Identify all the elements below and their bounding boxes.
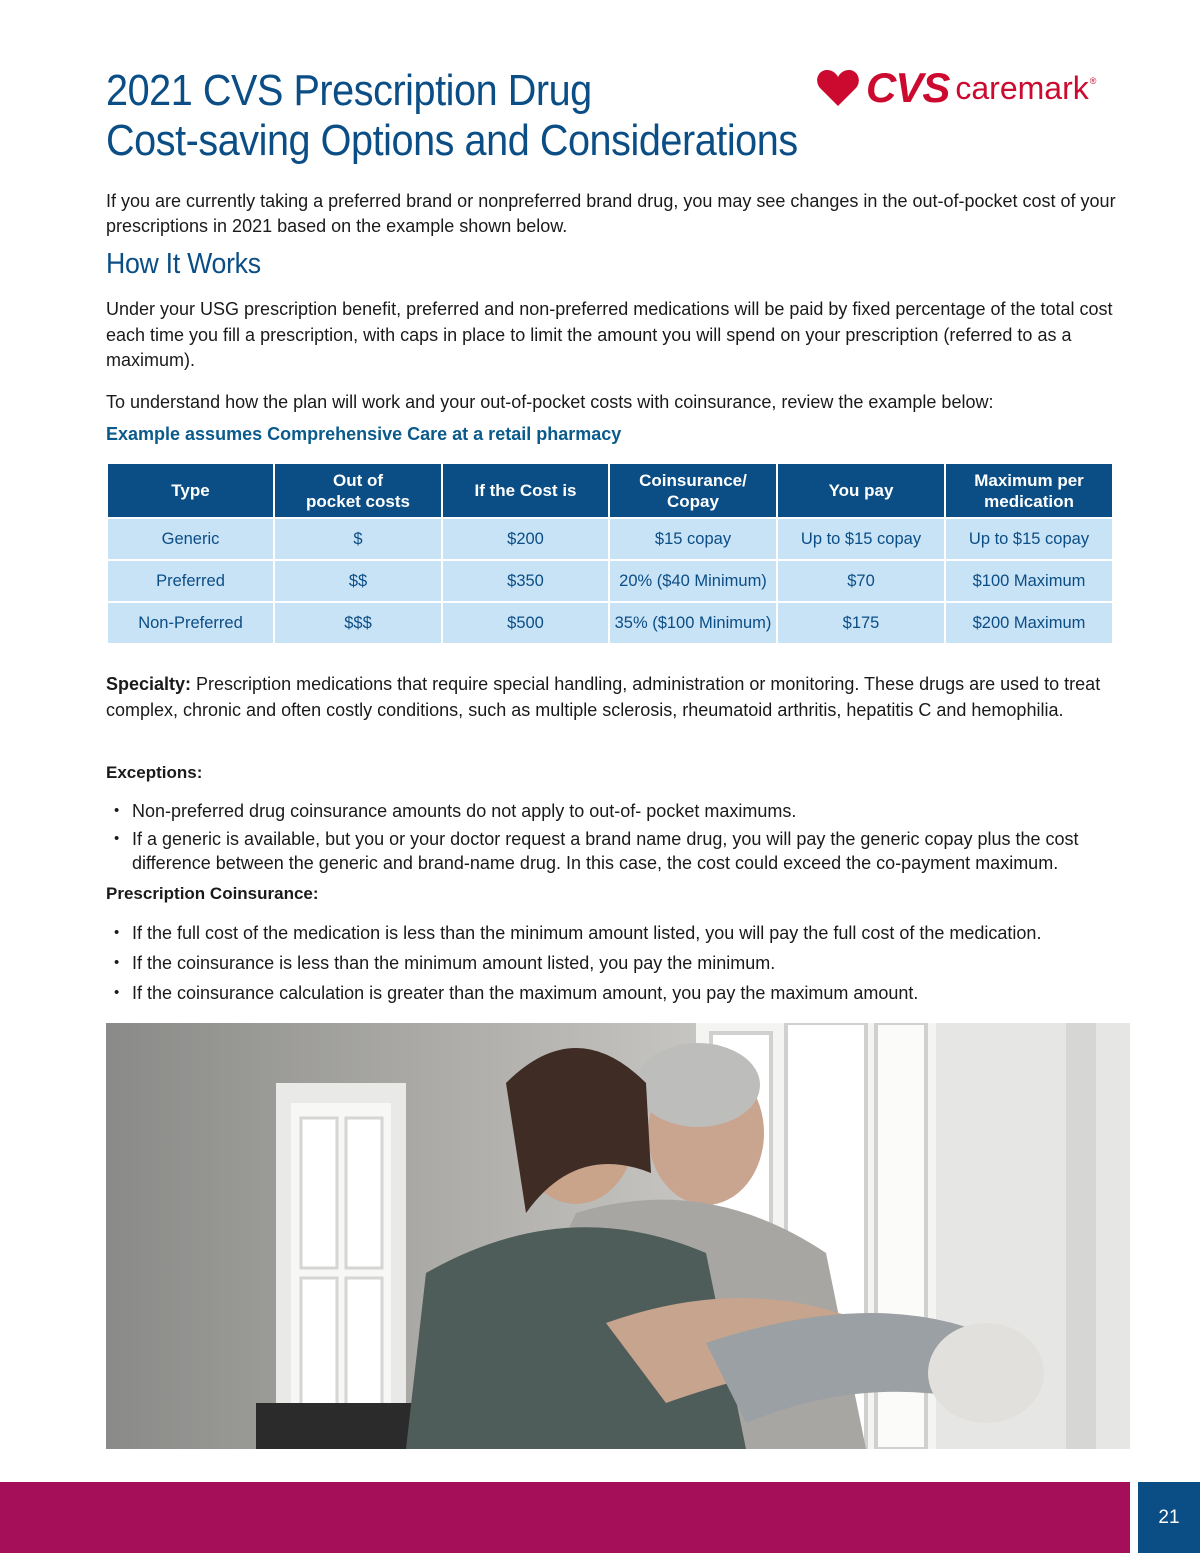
table-cell: Up to $15 copay xyxy=(945,518,1113,560)
prescription-coinsurance-heading: Prescription Coinsurance: xyxy=(106,884,319,903)
page-title-line-2: Cost-saving Options and Considerations xyxy=(106,116,798,165)
table-header: You pay xyxy=(777,463,945,518)
table-row xyxy=(107,602,1113,644)
prescription-coinsurance-list xyxy=(106,921,1126,1011)
exceptions-heading: Exceptions: xyxy=(106,763,203,782)
list-item: • If the coinsurance is less than the minimum amount listed, you pay the minimum. xyxy=(106,951,1126,975)
heart-icon xyxy=(816,69,860,107)
list-item: • If the coinsurance calculation is greater than the maximum amount, you pay the maximum amount. xyxy=(106,981,1126,1005)
example-label: Example assumes Comprehensive Care at a retail pharmacy xyxy=(106,424,622,444)
table-header: Out of pocket costs xyxy=(274,463,442,518)
couple-photo xyxy=(106,1023,1130,1449)
intro-paragraph: If you are currently taking a preferred brand or nonpreferred brand drug, you may see changes in the out-of-pocket cost of your prescriptions in 2021 based on the example shown below. xyxy=(106,191,1116,236)
table-row xyxy=(107,560,1113,602)
couple-photo-illustration xyxy=(106,1023,1130,1449)
list-item: • If the full cost of the medication is less than the minimum amount listed, you will pay the full cost of the medication. xyxy=(106,921,1126,945)
table-cell: $$ xyxy=(274,560,442,602)
logo-registered-mark: ® xyxy=(1089,76,1097,86)
table-cell: Generic xyxy=(107,518,274,560)
table-cell: Non-Preferred xyxy=(107,602,274,644)
table-header-row xyxy=(107,463,1113,518)
table-cell: $175 xyxy=(777,602,945,644)
table-cell: 20% ($40 Minimum) xyxy=(609,560,777,602)
table-cell: Up to $15 copay xyxy=(777,518,945,560)
specialty-label: Specialty: xyxy=(106,674,192,694)
specialty-text: Prescription medications that require special handling, administration or monitoring. These drugs are used to treat complex, chronic and often costly conditions, such as multiple sclerosis, rheumatoid arthritis, hepatitis C and hemophilia. xyxy=(106,674,1101,720)
table-cell: $200 Maximum xyxy=(945,602,1113,644)
table-header: Maximum per medication xyxy=(945,463,1113,518)
logo-cvs-text: CVS xyxy=(866,64,950,111)
table-row xyxy=(107,518,1113,560)
specialty-paragraph xyxy=(106,672,1106,723)
table-cell: $70 xyxy=(777,560,945,602)
table-header: Coinsurance/ Copay xyxy=(609,463,777,518)
table-cell: Preferred xyxy=(107,560,274,602)
how-it-works-paragraph: Under your USG prescription benefit, preferred and non-preferred medications will be paid by fixed percentage of the total cost each time you fill a prescription, with caps in place to limit the amount you will spend on your prescription (referred to as a maximum). xyxy=(106,299,1113,370)
cost-table xyxy=(106,462,1114,645)
page-number: 21 xyxy=(1138,1482,1200,1553)
list-item: • Non-preferred drug coinsurance amounts do not apply to out-of- pocket maximums. xyxy=(106,799,1126,823)
table-cell: $500 xyxy=(442,602,609,644)
table-cell: $15 copay xyxy=(609,518,777,560)
footer-bar xyxy=(0,1482,1130,1553)
review-example-paragraph: To understand how the plan will work and your out-of-pocket costs with coinsurance, review the example below: xyxy=(106,392,994,412)
cvs-caremark-logo xyxy=(816,64,1097,111)
how-it-works-heading: How It Works xyxy=(106,248,261,280)
table-cell: 35% ($100 Minimum) xyxy=(609,602,777,644)
page-title-line-1: 2021 CVS Prescription Drug xyxy=(106,66,592,115)
table-cell: $350 xyxy=(442,560,609,602)
list-item: • If a generic is available, but you or your doctor request a brand name drug, you will pay the generic copay plus the cost difference between the generic and brand-name drug. In this case, the cost could exceed the co-payment maximum. xyxy=(106,827,1126,875)
logo-caremark-text: caremark xyxy=(955,69,1089,106)
table-header: Type xyxy=(107,463,274,518)
table-header: If the Cost is xyxy=(442,463,609,518)
table-cell: $$$ xyxy=(274,602,442,644)
page-title xyxy=(106,66,798,166)
exceptions-list xyxy=(106,799,1126,879)
table-cell: $100 Maximum xyxy=(945,560,1113,602)
table-cell: $200 xyxy=(442,518,609,560)
table-cell: $ xyxy=(274,518,442,560)
